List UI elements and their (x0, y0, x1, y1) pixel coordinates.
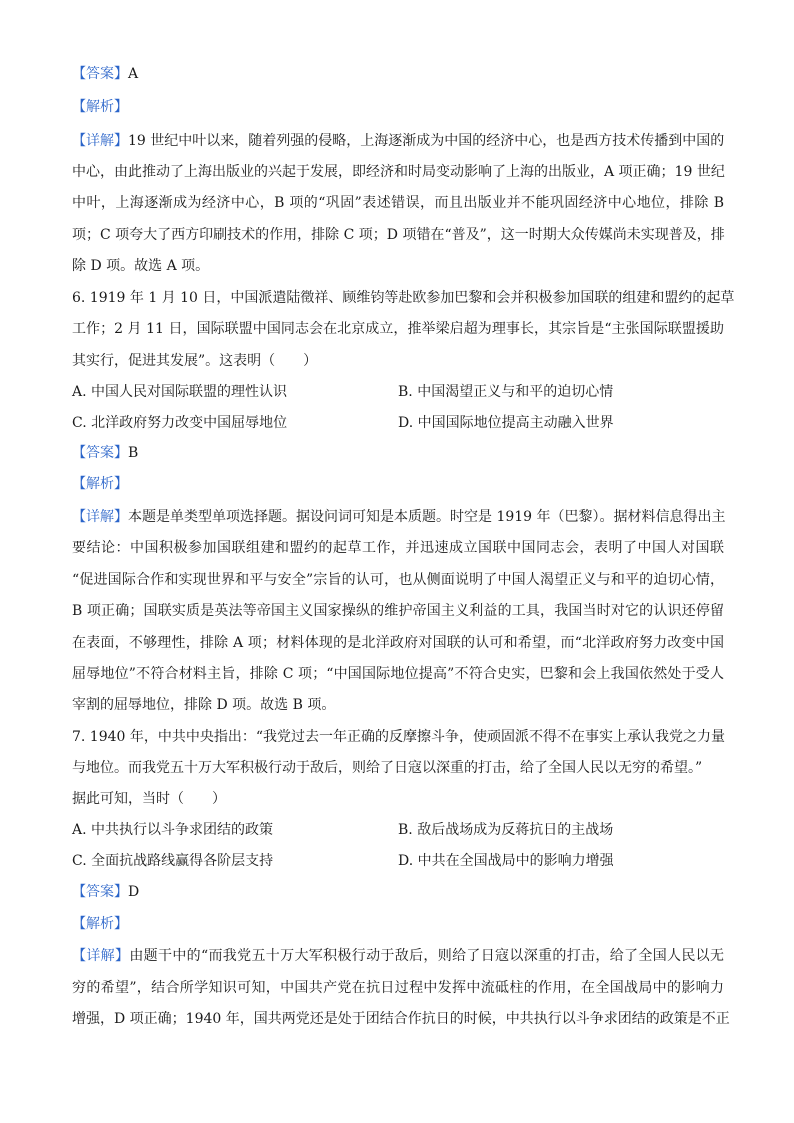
q7-option-a: A. 中共执行以斗争求团结的政策 (72, 822, 274, 838)
q6-stem-line-3: 其实行，促进其发展”。这表明（ ） (72, 353, 318, 369)
q6-detail-line-5: 在表面，不够理性，排除 A 项；材料体现的是北洋政府对国联的认可和希望，而“北洋政府努力改变中国 (72, 635, 724, 651)
answer-value: B (128, 445, 139, 461)
q5-analysis-heading (72, 97, 724, 117)
detail-text: 19 世纪中叶以来，随着列强的侵略，上海逐渐成为中国的经济中心，也是西方技术传播到中国的 (128, 133, 725, 149)
q6-detail-line-2: 要结论：中国积极参加国联组建和盟约的起草工作，并迅速成立国联中国同志会，表明了中国人对国联 (72, 540, 724, 556)
q5-detail-line-4: 项；C 项夸大了西方印刷技术的作用，排除 C 项；D 项错在“普及”，这一时期大众传媒尚未实现普及，排 (72, 227, 725, 243)
detail-text: 本题是单类型单项选择题。据设问词可知是本质题。时空是 1919 年（巴黎）。据材料信息得出主 (128, 509, 726, 525)
q7-option-d: D. 中共在全国战局中的影响力增强 (398, 853, 614, 869)
detail-tag: 【详解】 (72, 509, 128, 525)
q6-stem-line-1: 6. 1919 年 1 月 10 日，中国派遣陆徵祥、顾维钧等赴欧参加巴黎和会并积极参加国联的组建和盟约的起草 (72, 290, 735, 306)
analysis-tag: 【解析】 (72, 476, 128, 492)
q7-stem-line-2: 与地位。而我党五十万大军积极行动于敌后，则给了日寇以深重的打击，给了全国人民以无穷的希望。” (72, 760, 703, 776)
answer-tag: 【答案】 (72, 884, 128, 900)
q7-option-c: C. 全面抗战路线赢得各阶层支持 (72, 853, 274, 869)
q7-stem-line-1: 7. 1940 年，中共中央指出：“我党过去一年正确的反摩擦斗争，使顽固派不得不在事实上承认我党之力量 (72, 729, 726, 745)
q5-detail-line-1 (72, 131, 724, 151)
q6-detail-line-7: 宰割的屈辱地位，排除 D 项。故选 B 项。 (72, 697, 336, 713)
q6-answer (72, 443, 724, 463)
q6-option-b: B. 中国渴望正义与和平的迫切心情 (398, 384, 614, 400)
q5-answer (72, 64, 724, 84)
q6-detail-line-1 (72, 507, 724, 527)
q6-option-d: D. 中国国际地位提高主动融入世界 (398, 415, 614, 431)
q7-option-b: B. 敌后战场成为反蒋抗日的主战场 (398, 822, 614, 838)
analysis-tag: 【解析】 (72, 99, 128, 115)
q7-detail-line-1 (72, 946, 724, 966)
analysis-tag: 【解析】 (72, 916, 128, 932)
q7-analysis-heading (72, 914, 724, 934)
answer-value: D (128, 884, 140, 900)
q6-option-c: C. 北洋政府努力改变中国屈辱地位 (72, 415, 288, 431)
answer-tag: 【答案】 (72, 66, 128, 82)
q6-detail-line-6: 屈辱地位”不符合材料主旨，排除 C 项；“中国国际地位提高”不符合史实，巴黎和会上我国依然处于受人 (72, 666, 724, 682)
detail-tag: 【详解】 (72, 133, 128, 149)
q7-answer (72, 882, 724, 902)
q6-detail-line-4: B 项正确；国联实质是英法等帝国主义国家操纵的维护帝国主义利益的工具，我国当时对它的认识还停留 (72, 603, 724, 619)
q6-analysis-heading (72, 474, 724, 494)
answer-tag: 【答案】 (72, 445, 128, 461)
detail-tag: 【详解】 (72, 948, 130, 964)
q6-detail-line-3: “促进国际合作和实现世界和平与安全”宗旨的认可，也从侧面说明了中国人渴望正义与和平的迫切心情， (72, 572, 724, 588)
q7-detail-line-2: 穷的希望”，结合所学知识可知，中国共产党在抗日过程中发挥中流砥柱的作用，在全国战局中的影响力 (72, 980, 724, 996)
detail-text: 由题干中的“而我党五十万大军积极行动于敌后，则给了日寇以深重的打击，给了全国人民以无 (129, 948, 725, 964)
q5-detail-line-3: 中叶，上海逐渐成为经济中心，B 项的“巩固”表述错误，而且出版业并不能巩固经济中心地位，排除 B (72, 195, 724, 211)
q6-stem-line-2: 工作；2 月 11 日，国际联盟中国同志会在北京成立，推举梁启超为理事长，其宗旨是“主张国际联盟援助 (72, 321, 724, 337)
q6-option-a: A. 中国人民对国际联盟的理性认识 (72, 384, 288, 400)
q7-detail-line-3: 增强，D 项正确；1940 年，国共两党还是处于团结合作抗日的时候，中共执行以斗争求团结的政策是不正 (72, 1011, 730, 1027)
q5-detail-line-2: 中心，由此推动了上海出版业的兴起于发展，即经济和时局变动影响了上海的出版业，A 项正确；19 世纪 (72, 164, 725, 180)
q7-stem-line-3: 据此可知，当时（ ） (72, 791, 226, 807)
answer-value: A (128, 66, 139, 82)
q5-detail-line-5: 除 D 项。故选 A 项。 (72, 258, 210, 274)
